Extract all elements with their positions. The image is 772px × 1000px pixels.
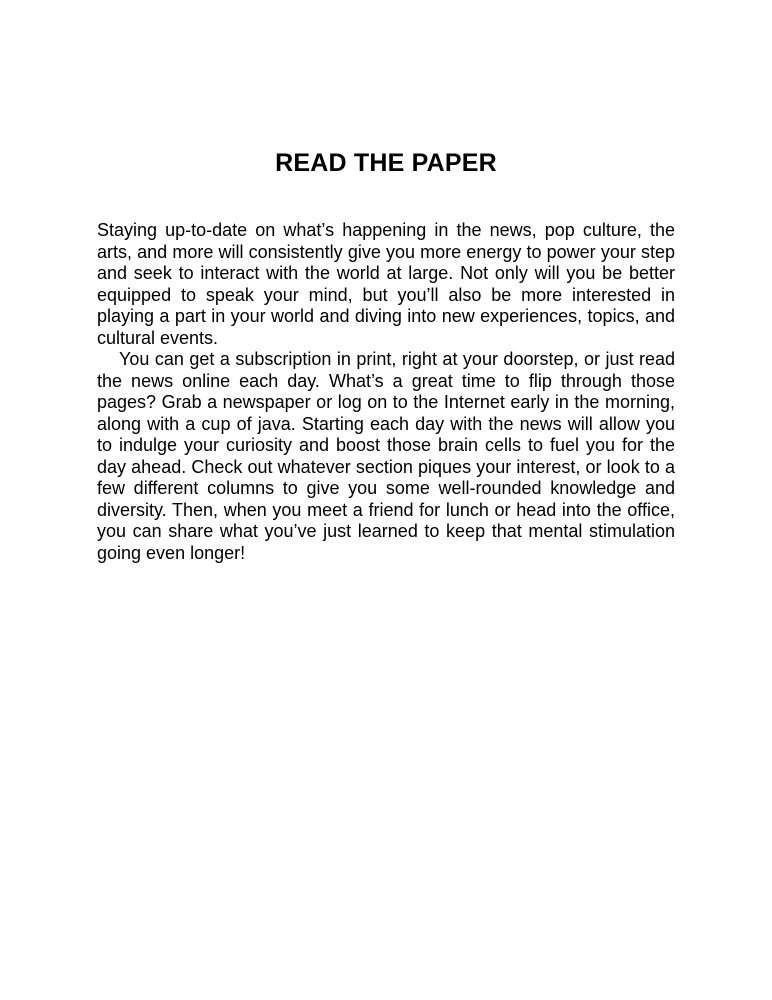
paragraph-1: Staying up-to-date on what’s happening in the news, pop culture, the arts, and more will consistently give you more energy to power your step and seek to interact with the world at large. Not only will you be better equipped to speak your mind, but you’ll also be more interested in playing a part in your world and diving into new experiences, topics, and cultural events. — [97, 220, 675, 348]
body-text — [97, 220, 675, 564]
paragraph-2: You can get a subscription in print, right at your doorstep, or just read the news online each day. What’s a great time to flip through those pages? Grab a newspaper or log on to the Internet early in the morning, along with a cup of java. Starting each day with the news will allow you to indulge your curiosity and boost those brain cells to fuel you for the day ahead. Check out whatever section piques your interest, or look to a few different columns to give you some well-rounded knowledge and diversity. Then, when you meet a friend for lunch or head into the office, you can share what you’ve just learned to keep that mental stimulation going even longer! — [97, 349, 675, 563]
page-title: READ THE PAPER — [275, 149, 497, 177]
